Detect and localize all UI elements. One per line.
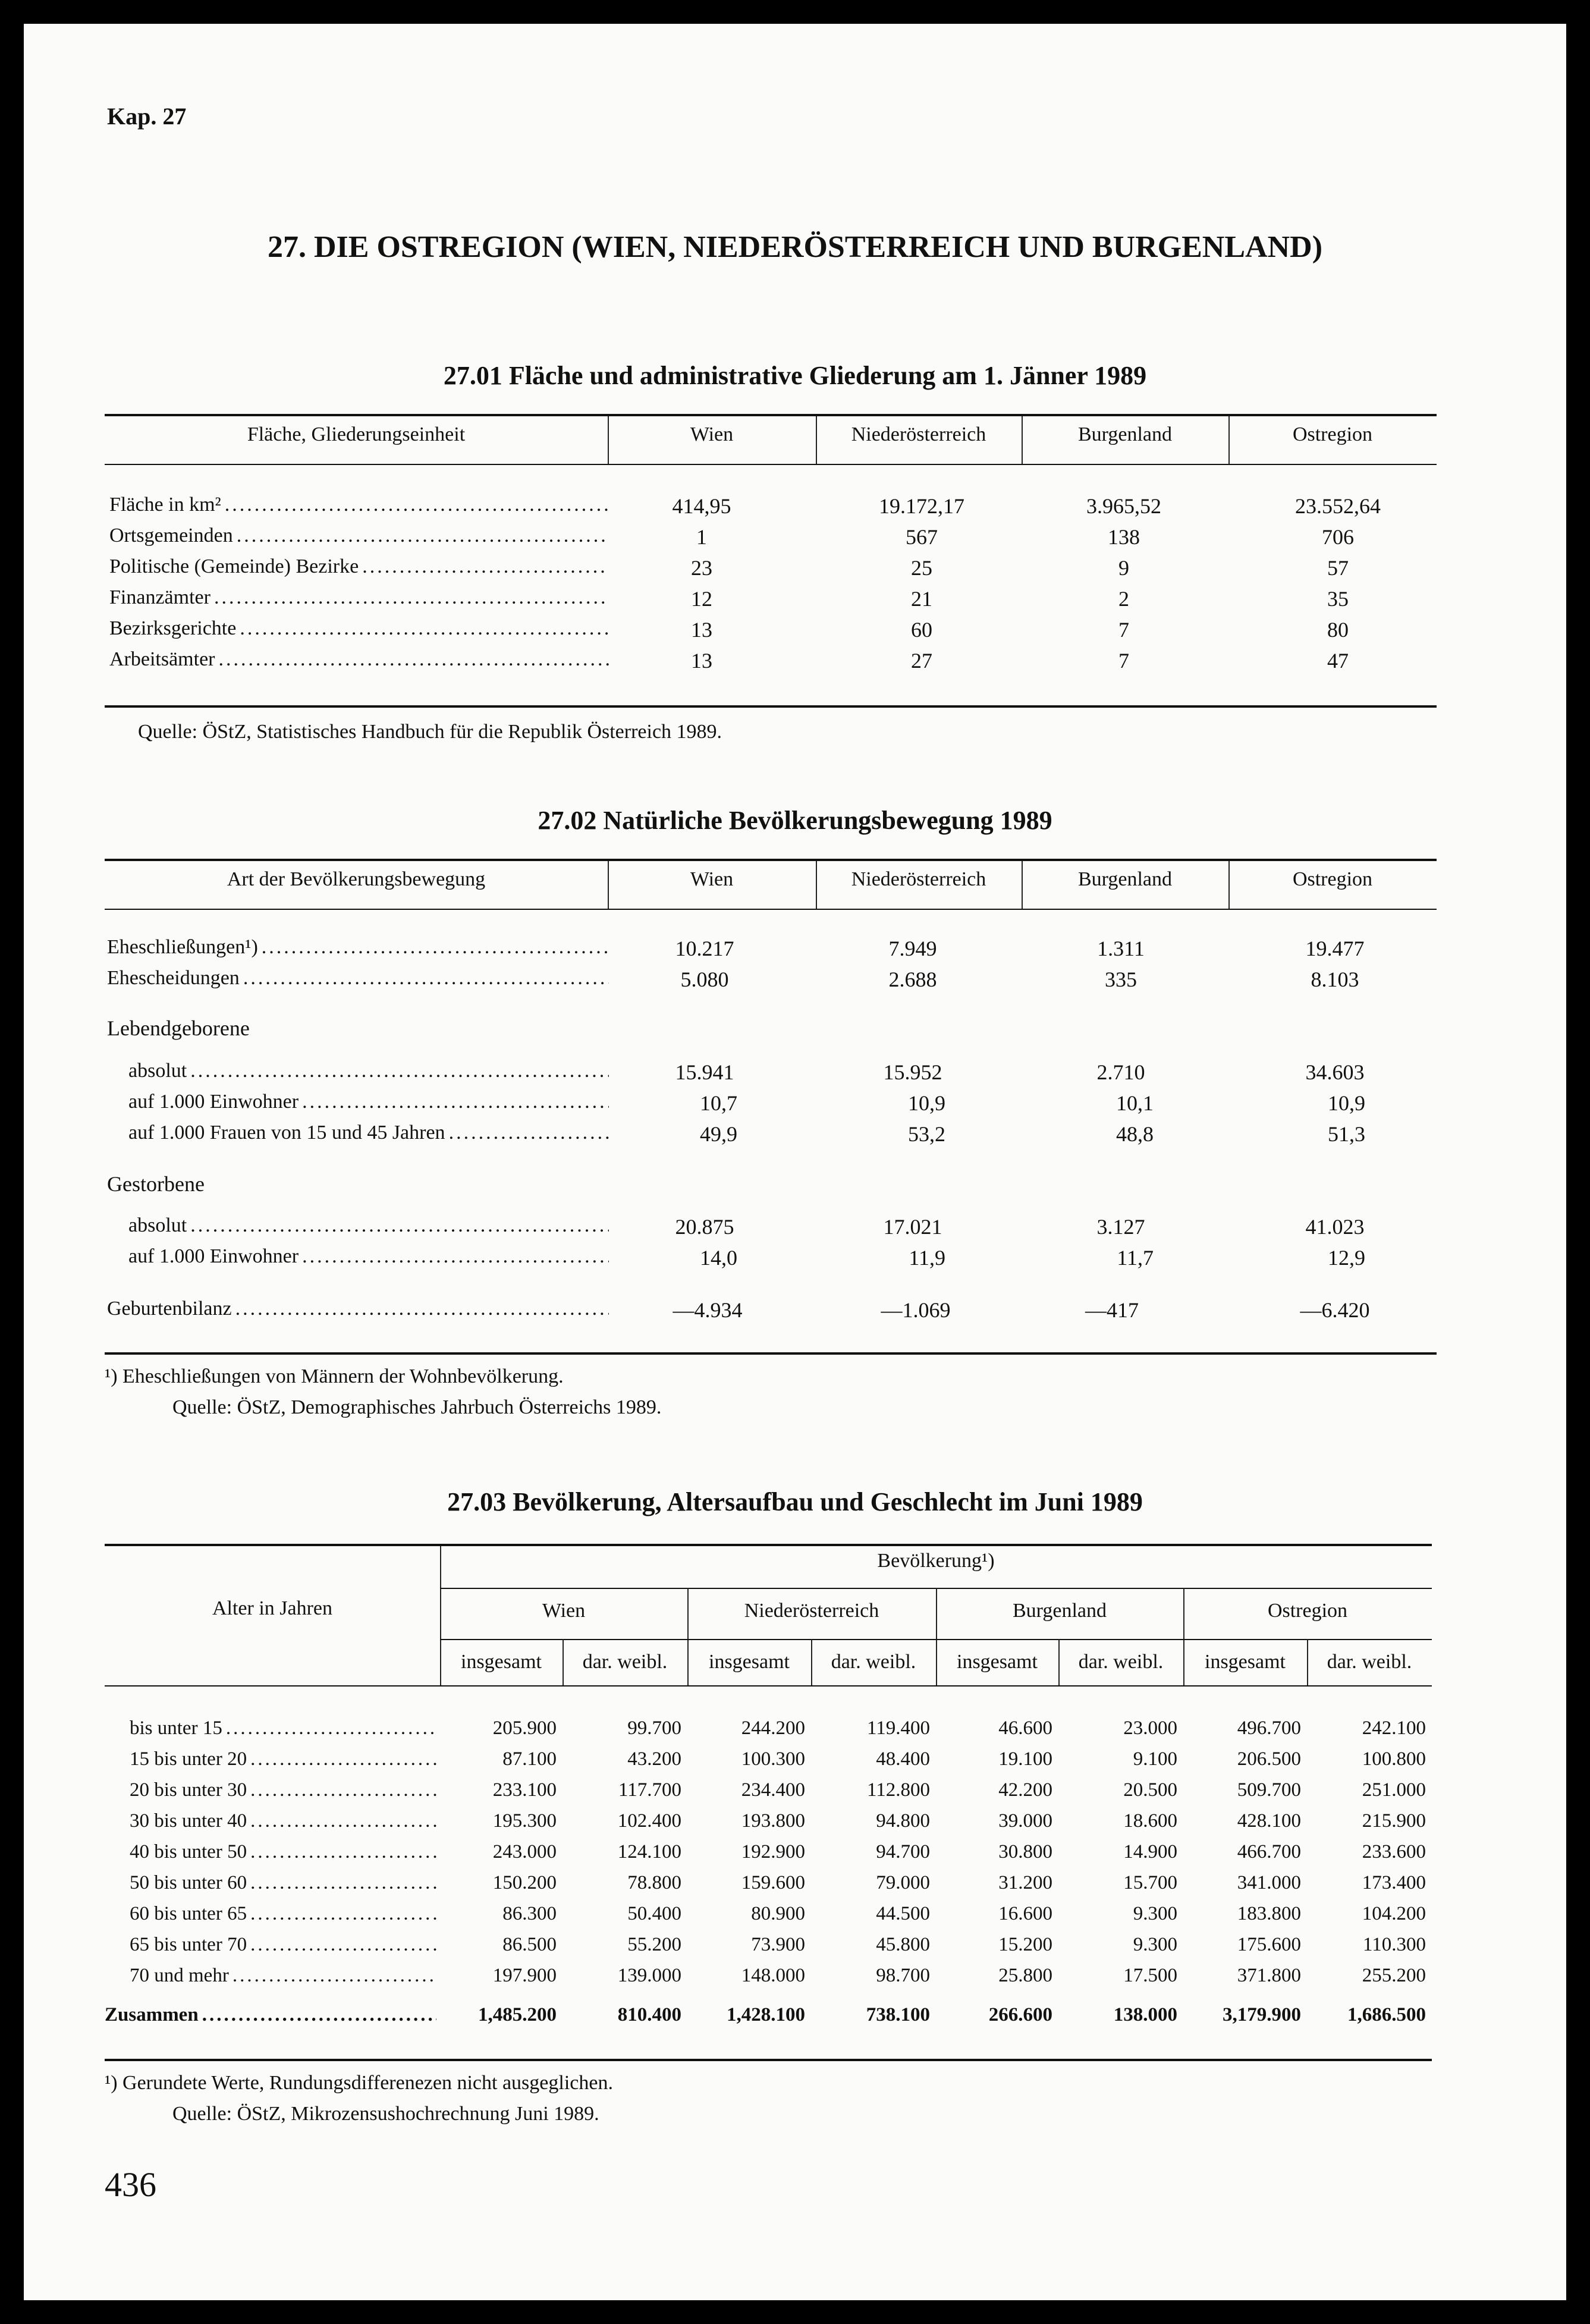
value-cell: 233.100 (492, 1779, 557, 1801)
page-number: 436 (105, 2165, 156, 2204)
row-label: Bezirksgerichte (109, 617, 237, 639)
column-header-label: Fläche, Gliederungseinheit (247, 423, 466, 445)
region-header-bgld: Burgenland (1012, 1600, 1107, 1622)
value-cell: 159.600 (741, 1872, 805, 1893)
value-cell: 20.500 (1123, 1779, 1177, 1801)
value-cell: 428.100 (1237, 1810, 1301, 1832)
header-rule (105, 909, 1437, 910)
sub-header: dar. weibl. (831, 1651, 916, 1673)
value-cell: 55.200 (627, 1934, 681, 1955)
value-cell: —4.934 (673, 1298, 743, 1322)
value-cell: 233.600 (1362, 1841, 1426, 1863)
row-label: Politische (Gemeinde) Bezirke (109, 555, 359, 577)
value-cell: 1.311 (1097, 937, 1145, 960)
value-cell: 73.900 (751, 1934, 805, 1955)
sub-header: insgesamt (1205, 1651, 1286, 1673)
value-cell: 706 (1322, 525, 1354, 549)
value-cell: 19.477 (1305, 937, 1365, 960)
value-cell: 34.603 (1305, 1060, 1365, 1084)
value-cell: 15.200 (998, 1934, 1052, 1955)
value-cell: 13 (691, 649, 712, 673)
value-cell: 19.100 (998, 1748, 1052, 1770)
value-cell: 7.949 (888, 937, 937, 960)
value-cell: 371.800 (1237, 1965, 1301, 1986)
value-cell: 10,9 (908, 1091, 945, 1115)
group-heading: Gestorbene (107, 1172, 205, 1196)
value-cell: 3.127 (1096, 1215, 1145, 1239)
value-cell: 47 (1327, 649, 1349, 673)
value-cell: 112.800 (866, 1779, 930, 1801)
source-note: Quelle: ÖStZ, Mikrozensushochrechnung Juni 1989. (172, 2103, 599, 2125)
column-header-noe: Niederösterreich (851, 868, 986, 890)
value-cell: 48.400 (876, 1748, 930, 1770)
column-header-label: Alter in Jahren (212, 1597, 333, 1619)
value-cell: 45.800 (876, 1934, 930, 1955)
value-cell: 11,9 (909, 1246, 945, 1270)
value-cell: 193.800 (741, 1810, 805, 1832)
value-cell: 60 (911, 618, 932, 642)
value-cell: 12,9 (1328, 1246, 1365, 1270)
value-cell: 1,485.200 (478, 2004, 557, 2025)
column-header-bgld: Burgenland (1077, 868, 1172, 890)
table-title-27-02: 27.02 Natürliche Bevölkerungsbewegung 1989 (538, 806, 1052, 835)
value-cell: 206.500 (1237, 1748, 1301, 1770)
value-cell: 44.500 (876, 1903, 930, 1924)
region-header-noe: Niederösterreich (744, 1600, 879, 1622)
value-cell: 25 (911, 556, 932, 580)
source-note: Quelle: ÖStZ, Statistisches Handbuch für die Republik Österreich 1989. (138, 721, 722, 743)
row-label: 60 bis unter 65 (130, 1903, 247, 1924)
value-cell: 15.700 (1123, 1872, 1177, 1893)
column-header-ostregion: Ostregion (1292, 423, 1373, 445)
value-cell: 8.103 (1311, 968, 1359, 991)
value-cell: 1,428.100 (727, 2004, 805, 2025)
value-cell: 94.700 (876, 1841, 930, 1863)
row-label: 20 bis unter 30 (130, 1779, 247, 1801)
value-cell: 234.400 (741, 1779, 805, 1801)
table-title-27-01: 27.01 Fläche und administrative Gliederung am 1. Jänner 1989 (443, 361, 1147, 390)
sub-header: dar. weibl. (1078, 1651, 1164, 1673)
value-cell: 215.900 (1362, 1810, 1426, 1832)
value-cell: 810.400 (617, 2004, 681, 2025)
value-cell: 102.400 (617, 1810, 681, 1832)
value-cell: 17.500 (1123, 1965, 1177, 1986)
value-cell: 13 (691, 618, 712, 642)
value-cell: 98.700 (876, 1965, 930, 1986)
value-cell: 79.000 (876, 1872, 930, 1893)
sub-header: insgesamt (957, 1651, 1038, 1673)
value-cell: 335 (1105, 968, 1137, 991)
value-cell: —1.069 (881, 1298, 951, 1322)
value-cell: 496.700 (1237, 1717, 1301, 1739)
value-cell: 23.000 (1123, 1717, 1177, 1739)
value-cell: 119.400 (866, 1717, 930, 1739)
source-note: Quelle: ÖStZ, Demographisches Jahrbuch Österreichs 1989. (172, 1396, 662, 1418)
value-cell: 9 (1118, 556, 1129, 580)
row-label: auf 1.000 Frauen von 15 und 45 Jahren (128, 1122, 445, 1144)
value-cell: 255.200 (1362, 1965, 1426, 1986)
table-top-rule (105, 859, 1437, 861)
value-cell: 138.000 (1113, 2004, 1177, 2025)
value-cell: 175.600 (1237, 1934, 1301, 1955)
table-bottom-rule (105, 1352, 1437, 1355)
value-cell: 3.965,52 (1086, 494, 1161, 518)
group-heading: Lebendgeborene (107, 1016, 250, 1040)
table-top-rule (105, 1544, 1432, 1546)
value-cell: 2.710 (1096, 1060, 1145, 1084)
value-cell: 10.217 (675, 937, 734, 960)
value-cell: 9.100 (1133, 1748, 1177, 1770)
value-cell: 23 (691, 556, 712, 580)
value-cell: 10,9 (1328, 1091, 1365, 1115)
value-cell: 80.900 (751, 1903, 805, 1924)
value-cell: 251.000 (1362, 1779, 1426, 1801)
value-cell: 197.900 (492, 1965, 557, 1986)
value-cell: 87.100 (502, 1748, 557, 1770)
region-header-ostregion: Ostregion (1267, 1600, 1348, 1622)
value-cell: 86.500 (502, 1934, 557, 1955)
region-header-wien: Wien (542, 1600, 586, 1622)
value-cell: 242.100 (1362, 1717, 1426, 1739)
value-cell: —417 (1085, 1298, 1139, 1322)
value-cell: 414,95 (672, 494, 731, 518)
value-cell: 243.000 (492, 1841, 557, 1863)
row-label: 30 bis unter 40 (130, 1810, 247, 1832)
value-cell: 7 (1118, 618, 1129, 642)
value-cell: 41.023 (1305, 1215, 1365, 1239)
value-cell: 183.800 (1237, 1903, 1301, 1924)
value-cell: 1,686.500 (1347, 2004, 1426, 2025)
value-cell: 100.300 (741, 1748, 805, 1770)
row-label: Fläche in km² (109, 494, 221, 516)
value-cell: 31.200 (998, 1872, 1052, 1893)
value-cell: 10,1 (1116, 1091, 1154, 1115)
value-cell: 57 (1327, 556, 1349, 580)
value-cell: 124.100 (617, 1841, 681, 1863)
value-cell: 244.200 (741, 1717, 805, 1739)
value-cell: 46.600 (998, 1717, 1052, 1739)
value-cell: 14.900 (1123, 1841, 1177, 1863)
value-cell: 30.800 (998, 1841, 1052, 1863)
table-bottom-rule (105, 2059, 1432, 2061)
row-label: absolut (128, 1214, 187, 1236)
value-cell: 50.400 (627, 1903, 681, 1924)
value-cell: 148.000 (741, 1965, 805, 1986)
table-title-27-03: 27.03 Bevölkerung, Altersaufbau und Geschlecht im Juni 1989 (447, 1487, 1143, 1516)
column-header-wien: Wien (690, 423, 734, 445)
value-cell: 21 (911, 587, 932, 611)
footnote: ¹) Gerundete Werte, Rundungsdifferenezen nicht ausgeglichen. (105, 2072, 613, 2094)
value-cell: 341.000 (1237, 1872, 1301, 1893)
value-cell: 1 (696, 525, 707, 549)
value-cell: 18.600 (1123, 1810, 1177, 1832)
value-cell: 99.700 (627, 1717, 681, 1739)
value-cell: 150.200 (492, 1872, 557, 1893)
column-header-ostregion: Ostregion (1292, 868, 1373, 890)
value-cell: 19.172,17 (879, 494, 964, 518)
value-cell: 80 (1327, 618, 1349, 642)
value-cell: 110.300 (1362, 1934, 1426, 1955)
value-cell: 25.800 (998, 1965, 1052, 1986)
column-header-label: Art der Bevölkerungsbewegung (227, 868, 486, 890)
table-top-rule (105, 414, 1437, 416)
value-cell: 15.952 (883, 1060, 942, 1084)
row-label: bis unter 15 (130, 1717, 222, 1739)
value-cell: 138 (1108, 525, 1140, 549)
group-header: Bevölkerung¹) (877, 1550, 995, 1572)
value-cell: 7 (1118, 649, 1129, 673)
value-cell: 16.600 (998, 1903, 1052, 1924)
value-cell: 15.941 (675, 1060, 734, 1084)
value-cell: 17.021 (883, 1215, 942, 1239)
value-cell: 2.688 (888, 968, 937, 991)
value-cell: 49,9 (700, 1122, 737, 1146)
row-label: 15 bis unter 20 (130, 1748, 247, 1770)
row-label: 65 bis unter 70 (130, 1934, 247, 1955)
value-cell: 5.080 (680, 968, 729, 991)
value-cell: 100.800 (1362, 1748, 1426, 1770)
value-cell: 205.900 (492, 1717, 557, 1739)
value-cell: 42.200 (998, 1779, 1052, 1801)
chapter-label: Kap. 27 (107, 103, 187, 130)
sub-header: insgesamt (461, 1651, 542, 1673)
value-cell: 173.400 (1362, 1872, 1426, 1893)
value-cell: 51,3 (1328, 1122, 1365, 1146)
column-header-wien: Wien (690, 868, 734, 890)
header-rule (105, 464, 1437, 465)
row-label: Ehescheidungen (107, 967, 240, 989)
value-cell: 23.552,64 (1295, 494, 1381, 518)
value-cell: 86.300 (502, 1903, 557, 1924)
footnote: ¹) Eheschließungen von Männern der Wohnbevölkerung. (105, 1365, 564, 1387)
value-cell: 9.300 (1133, 1903, 1177, 1924)
value-cell: —6.420 (1300, 1298, 1370, 1322)
value-cell: 2 (1118, 587, 1129, 611)
row-label: Geburtenbilanz (107, 1298, 232, 1320)
row-label: Ortsgemeinden (109, 525, 233, 547)
column-header-bgld: Burgenland (1077, 423, 1172, 445)
row-label: 70 und mehr (130, 1965, 229, 1986)
value-cell: 3,179.900 (1223, 2004, 1301, 2025)
value-cell: 139.000 (617, 1965, 681, 1986)
value-cell: 567 (906, 525, 938, 549)
row-label: Arbeitsämter (109, 648, 215, 670)
value-cell: 53,2 (908, 1122, 945, 1146)
value-cell: 43.200 (627, 1748, 681, 1770)
value-cell: 104.200 (1362, 1903, 1426, 1924)
value-cell: 14,0 (700, 1246, 737, 1270)
value-cell: 738.100 (866, 2004, 930, 2025)
value-cell: 39.000 (998, 1810, 1052, 1832)
sub-header: insgesamt (709, 1651, 790, 1673)
value-cell: 9.300 (1133, 1934, 1177, 1955)
value-cell: 35 (1327, 587, 1349, 611)
sub-header: dar. weibl. (1327, 1651, 1412, 1673)
header-rule (440, 1639, 1432, 1640)
table-bottom-rule (105, 705, 1437, 708)
header-rule (105, 1685, 1432, 1687)
chapter-title: 27. DIE OSTREGION (WIEN, NIEDERÖSTERREICH UND BURGENLAND) (267, 230, 1323, 264)
value-cell: 10,7 (700, 1091, 737, 1115)
value-cell: 12 (691, 587, 712, 611)
value-cell: 117.700 (618, 1779, 681, 1801)
value-cell: 466.700 (1237, 1841, 1301, 1863)
value-cell: 195.300 (492, 1810, 557, 1832)
value-cell: 11,7 (1117, 1246, 1154, 1270)
value-cell: 509.700 (1237, 1779, 1301, 1801)
sub-header: dar. weibl. (582, 1651, 668, 1673)
row-label: absolut (128, 1060, 187, 1082)
value-cell: 78.800 (627, 1872, 681, 1893)
row-label: Finanzämter (109, 586, 210, 608)
value-cell: 20.875 (675, 1215, 734, 1239)
value-cell: 192.900 (741, 1841, 805, 1863)
row-label: auf 1.000 Einwohner (128, 1245, 299, 1267)
value-cell: 27 (911, 649, 932, 673)
row-label: 50 bis unter 60 (130, 1872, 247, 1893)
row-label: Zusammen (105, 2004, 199, 2025)
value-cell: 48,8 (1116, 1122, 1154, 1146)
row-label: auf 1.000 Einwohner (128, 1091, 299, 1113)
row-label: Eheschließungen¹) (107, 936, 258, 958)
value-cell: 94.800 (876, 1810, 930, 1832)
row-label: 40 bis unter 50 (130, 1841, 247, 1863)
column-header-noe: Niederösterreich (851, 423, 986, 445)
value-cell: 266.600 (988, 2004, 1052, 2025)
